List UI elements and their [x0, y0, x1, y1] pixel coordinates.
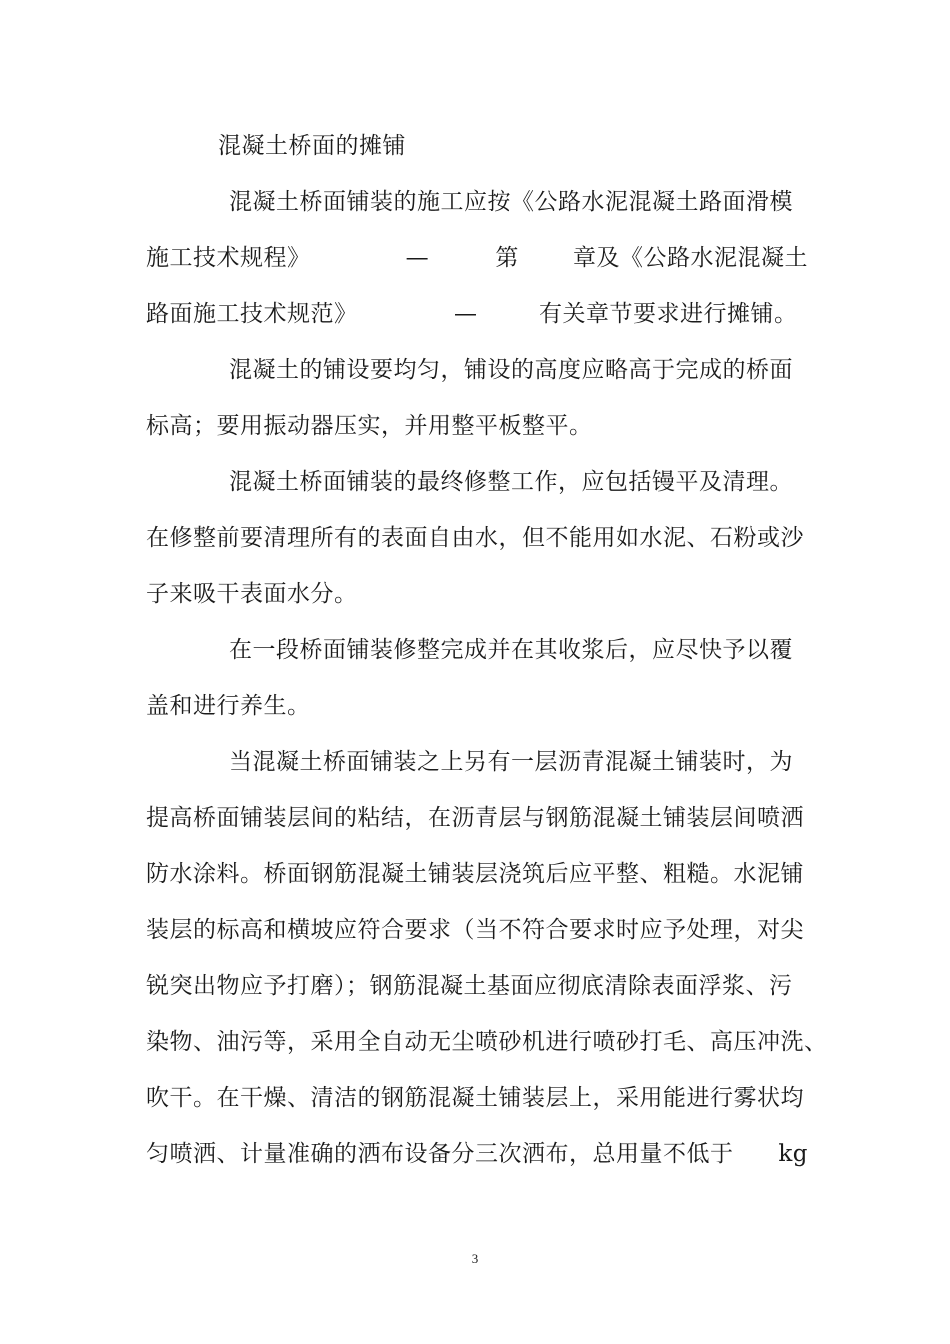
- paragraph-1-line-3: [146, 299, 808, 329]
- text-fragment: 第: [495, 245, 519, 271]
- paragraph-5-line-6: 染物、油污等，采用全自动无尘喷砂机进行喷砂打毛、高压冲洗、: [146, 1029, 828, 1055]
- paragraph-3-line-3: 子来吸干表面水分。: [146, 581, 358, 607]
- text-fragment: 路面施工技术规范》: [146, 301, 358, 327]
- paragraph-3-line-2: 在修整前要清理所有的表面自由水，但不能用如水泥、石粉或沙: [146, 525, 804, 551]
- paragraph-5-line-8: [146, 1139, 808, 1169]
- page-number: 3: [471, 1251, 479, 1266]
- paragraph-1-line-1: 混凝土桥面铺装的施工应按《公路水泥混凝土路面滑模: [229, 189, 793, 215]
- paragraph-5-line-1: 当混凝土桥面铺装之上另有一层沥青混凝土铺装时，为: [229, 749, 793, 775]
- dash: —: [454, 301, 478, 327]
- paragraph-2-line-2: 标高；要用振动器压实，并用整平板整平。: [146, 413, 593, 439]
- paragraph-5-line-7: 吹干。在干燥、清洁的钢筋混凝土铺装层上，采用能进行雾状均: [146, 1085, 804, 1111]
- paragraph-4-line-2: 盖和进行养生。: [146, 693, 311, 719]
- paragraph-4-line-1: 在一段桥面铺装修整完成并在其收浆后，应尽快予以覆: [229, 637, 793, 663]
- unit-text: kg: [778, 1141, 808, 1167]
- paragraph-5-line-5: 锐突出物应予打磨）；钢筋混凝土基面应彻底清除表面浮浆、污: [146, 973, 793, 999]
- text-fragment: 有关章节要求进行摊铺。: [539, 301, 798, 327]
- text-fragment: 施工技术规程》: [146, 245, 311, 271]
- text-fragment: 章及《公路水泥混凝土: [572, 245, 808, 271]
- paragraph-2-line-1: 混凝土的铺设要均匀，铺设的高度应略高于完成的桥面: [229, 357, 793, 383]
- paragraph-1-line-2: [146, 243, 808, 273]
- paragraph-5-line-3: 防水涂料。桥面钢筋混凝土铺装层浇筑后应平整、粗糙。水泥铺: [146, 861, 804, 887]
- text-fragment: 匀喷洒、计量准确的洒布设备分三次洒布，总用量不低于: [146, 1141, 734, 1167]
- paragraph-5-line-4: 装层的标高和横坡应符合要求（当不符合要求时应予处理，对尖: [146, 917, 804, 943]
- paragraph-3-line-1: 混凝土桥面铺装的最终修整工作，应包括镘平及清理。: [229, 469, 793, 495]
- paragraph-5-line-2: 提高桥面铺装层间的粘结，在沥青层与钢筋混凝土铺装层间喷洒: [146, 805, 804, 831]
- dash: —: [405, 245, 430, 271]
- section-heading: 混凝土桥面的摊铺: [218, 133, 406, 159]
